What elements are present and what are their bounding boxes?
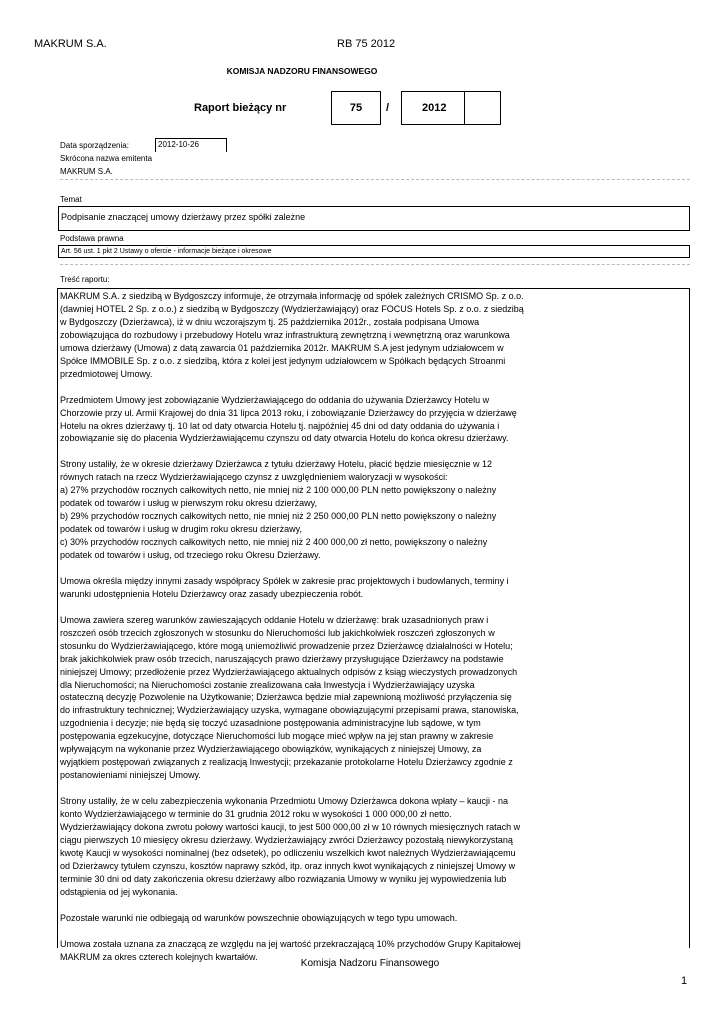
subject-value: Podpisanie znaczącej umowy dzierżawy przez spółki zależne — [58, 206, 690, 231]
report-title: Raport bieżący nr — [194, 102, 287, 114]
content-line: postanowieniami niniejszej Umowy. — [60, 770, 201, 781]
content-line: wyjątkiem postępowań związanych z realizacją Inwestycji; przekazanie protokolarne Hotelu Dzierżawcy zgodnie z — [60, 757, 513, 768]
page-number: 1 — [681, 975, 688, 987]
date-value: 2012-10-26 — [155, 138, 227, 152]
content-line: od Dzierżawcy tytułem czynszu, kosztów naprawy szkód, itp. oraz innych kwot wynikających z niniejszej Umowy w — [60, 860, 516, 871]
content-line: Hotelu na okres dzierżawy tj. 10 lat od daty otwarcia Hotelu tj. najpóźniej 45 dni od daty oddania do używania i — [60, 420, 500, 431]
report-content — [57, 288, 690, 962]
legal-basis-value: Art. 56 ust. 1 pkt 2 Ustawy o ofercie - informacje bieżące i okresowe — [58, 245, 690, 258]
subject-label: Temat — [60, 195, 82, 204]
content-line: kwotę Kaucji w wysokości nominalnej (bez odsetek), po odliczeniu wszelkich kwot należnych Wydzierżawiającemu — [60, 847, 516, 858]
content-paragraph — [60, 795, 689, 899]
content-line: Umowa określa między innymi zasady współpracy Spółek w zakresie prac projektowych i budowlanych, terminy i — [60, 575, 509, 586]
content-line: Przedmiotem Umowy jest zobowiązanie Wydzierżawiającego do oddania do używania Dzierżawcy Hotelu w — [60, 394, 490, 405]
content-paragraph — [60, 912, 689, 925]
content-line: dla Nieruchomości; na Nieruchomości zostanie zrealizowana cała Inwestycja i Wydzierżawiający uzyska — [60, 679, 475, 690]
content-line: umowa dzierżawy (Umowa) z datą zawarcia 01 października 2012r. MAKRUM S.A jest jedynym udziałowcem w — [60, 342, 504, 353]
header-report-ref: RB 75 2012 — [337, 38, 396, 50]
content-line: odstąpienia od jej wykonania. — [60, 886, 178, 897]
content-paragraph — [60, 394, 689, 446]
content-line: przedmiotowej Umowy. — [60, 368, 153, 379]
content-paragraph — [60, 614, 689, 782]
content-line: warunki udostępnienia Hotelu Dzierżawcy oraz zasady ubezpieczenia robót. — [60, 588, 364, 599]
report-slash: / — [386, 102, 390, 114]
content-line: uzgodnienia i decyzje; nie będą się toczyć uzasadnione postępowania administracyjne lub sądowe, w tym — [60, 718, 481, 729]
content-line: c) 30% przychodów rocznych całkowitych netto, nie mniej niż 2 400 000,00 zł netto, powiększony o należny — [60, 537, 488, 548]
content-line: (dawniej HOTEL 2 Sp. z o.o.) z siedzibą w Bydgoszczy (Wydzierżawiający) oraz FOCUS Hotels Sp. z o.o. z siedzibą — [60, 303, 524, 314]
content-paragraph — [60, 575, 689, 601]
content-paragraph — [60, 458, 689, 562]
content-line: ciągu pierwszych 10 miesięcy okresu dzierżawy. Wydzierżawiający zwróci Dzierżawcy pozostałą niewykorzystaną — [60, 834, 513, 845]
header-authority: KOMISJA NADZORU FINANSOWEGO — [226, 66, 378, 76]
content-line: stosunku do Wydzierżawiającego, które mogą uniemożliwić prowadzenie przez Dzierżawcę działalności w Hotelu; — [60, 640, 513, 651]
content-line: podatek od towarów i usług w drugim roku okresu dzierżawy, — [60, 524, 302, 535]
content-line: Umowa zawiera szereg warunków zawieszających oddanie Hotelu w dzierżawę: brak uzasadnionych praw i — [60, 614, 489, 625]
content-line: konto Wydzierżawiającego w terminie do 31 grudnia 2012 roku w wysokości 1 000 000,00 zł netto. — [60, 809, 452, 820]
footer-authority: Komisja Nadzoru Finansowego — [300, 958, 440, 969]
content-line: podatek od towarów i usług w pierwszym roku okresu dzierżawy, — [60, 498, 317, 509]
date-label: Data sporządzenia: — [60, 141, 129, 150]
content-line: zobowiązująca do rozbudowy i przebudowy Hotelu wraz infrastrukturą zewnętrzną i wewnętrzną oraz warunkowa — [60, 329, 510, 340]
report-year: 2012 — [401, 91, 465, 125]
content-line: brak jakichkolwiek praw osób trzecich, naruszających prawo dzierżawy przysługujące Dzierżawcy na podstawie — [60, 653, 504, 664]
content-line: Wydzierżawiający dokona zwrotu połowy wartości kaucji, to jest 500 000,00 zł w 10 równych miesięcznych ratach w — [60, 822, 521, 832]
content-line: do infrastruktury technicznej; Wydzierżawiający uzyska, wymagane obowiązującymi przepisami prawa, stanowiska, — [60, 705, 519, 716]
content-line: Chorzowie przy ul. Armii Krajowej do dnia 31 lipca 2013 roku, i zobowiązanie Dzierżawcy do przyjęcia w dzierżawę — [60, 407, 517, 418]
header-company: MAKRUM S.A. — [34, 38, 107, 50]
content-line: Umowa została uznana za znaczącą ze względu na jej wartość przekraczającą 10% przychodów Grupy Kapitałowej — [60, 938, 521, 949]
short-name-label: Skrócona nazwa emitenta — [60, 154, 153, 163]
content-line: terminie 30 dni od daty zakończenia okresu dzierżawy albo rozwiązania Umowy w wyniku jej wypowiedzenia lub — [60, 873, 507, 884]
report-extra-box — [464, 91, 501, 125]
content-line: Spółce IMMOBILE Sp. z o.o. z siedzibą, która z kolei jest jedynym udziałowcem w Spółkach będących Stroanmi — [60, 355, 506, 366]
content-line: MAKRUM S.A. z siedzibą w Bydgoszczy informuje, że otrzymała informację od spółek zależnych CRISMO Sp. z o.o. — [60, 291, 524, 301]
content-line: ostateczną decyzję Pozwolenie na Użytkowanie; Dzierżawca będzie miał zapewnioną możliwość przyłączenia się — [60, 692, 512, 703]
content-line: Strony ustaliły, że w celu zabezpieczenia wykonania Przedmiotu Umowy Dzierżawca dokona wpłaty – kaucji - na — [60, 796, 509, 807]
divider — [60, 179, 690, 180]
content-line: w Bydgoszczy (Dzierżawca), iż w dniu wczorajszym tj. 25 października 2012r., została podpisana Umowa — [60, 316, 480, 327]
content-line: równych ratach na rzecz Wydzierżawiającego czynsz z uwzględnieniem waloryzacji w wysokości: — [60, 472, 448, 483]
content-line: Pozostałe warunki nie odbiegają od warunków powszechnie obowiązujących w tego typu umowach. — [60, 912, 458, 923]
content-line: MAKRUM za okres czterech kolejnych kwartałów. — [60, 951, 258, 962]
content-paragraph — [60, 290, 689, 381]
content-line: podatek od towarów i usług, od trzeciego roku Okresu Dzierżawy. — [60, 550, 321, 561]
content-line: roszczeń osób trzecich zgłoszonych w stosunku do Nieruchomości lub jakichkolwiek roszczeń zgłoszonych w — [60, 627, 495, 638]
content-line: b) 29% przychodów rocznych całkowitych netto, nie mniej niż 2 250 000,00 PLN netto powiększony o należny — [60, 511, 497, 522]
content-line: postępowania egzekucyjne, dotyczące Nieruchomości lub mogące mieć wpływ na jej stan prawny w zakresie — [60, 731, 494, 742]
divider — [60, 264, 690, 265]
content-line: a) 27% przychodów rocznych całkowitych netto, nie mniej niż 2 100 000,00 PLN netto powiększony o należny — [60, 485, 497, 496]
legal-basis-label: Podstawa prawna — [60, 234, 124, 243]
content-line: wpływającym na wykonanie przez Wydzierżawiającego obowiązków, wynikających z niniejszej Umowy, za — [60, 744, 482, 755]
content-line: Strony ustaliły, że w okresie dzierżawy Dzierżawca z tytułu dzierżawy Hotelu, płacić będzie miesięcznie w 12 — [60, 459, 492, 470]
content-line: niniejszej Umowy; przedłożenie przez Wydzierżawiającego aktualnych odpisów z ksiąg wieczystych prowadzonych — [60, 666, 518, 677]
short-name-value: MAKRUM S.A. — [60, 167, 113, 176]
content-line: zobowiązanie się do płacenia Wydzierżawiającemu czynszu od daty otwarcia Hotelu do końca okresu dzierżawy. — [60, 433, 509, 444]
content-label: Treść raportu: — [60, 275, 110, 284]
report-number: 75 — [331, 91, 381, 125]
